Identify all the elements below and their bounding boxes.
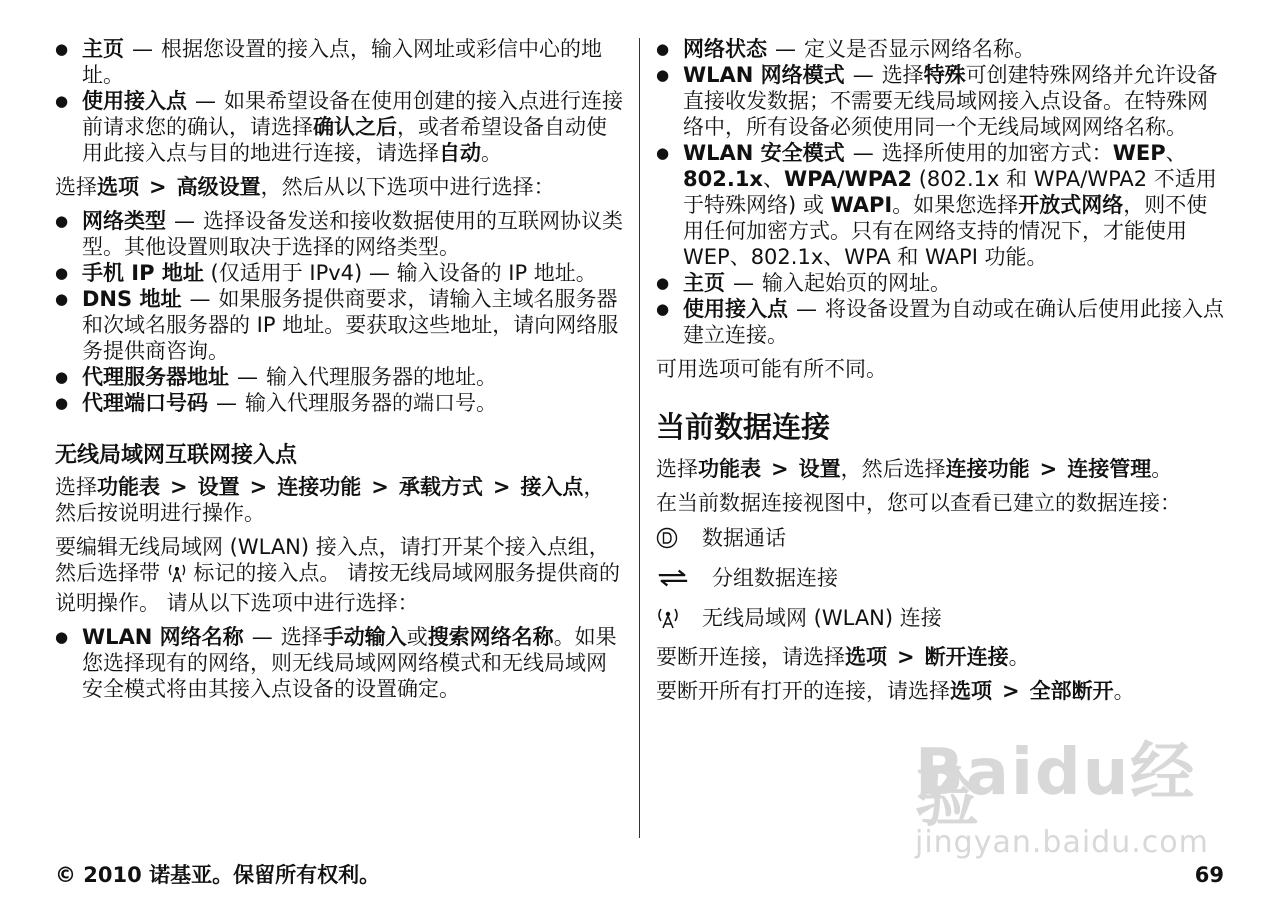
paragraph-edit-wlan: 要编辑无线局域网 (WLAN) 接入点，请打开某个接入点组，然后选择带 标记的接入点。 请按无线局域网服务提供商的说明操作。 请从以下选项中进行选择： xyxy=(55,535,621,615)
wlan-icon xyxy=(167,562,187,590)
paragraph-options-vary: 可用选项可能有所不同。 xyxy=(656,357,887,381)
list-item: ● 代理端口号码 — 输入代理服务器的端口号。 xyxy=(55,390,623,416)
connection-label: 数据通话 xyxy=(702,526,786,550)
bullet-list-homepage xyxy=(55,36,623,166)
packet-data-icon xyxy=(656,567,690,589)
connection-row-packet-data xyxy=(656,564,1228,592)
paragraph-view-connections: 在当前数据连接视图中，您可以查看已建立的数据连接： xyxy=(656,491,1181,515)
connection-row-data-call xyxy=(656,524,1228,552)
connection-row-wlan xyxy=(656,604,1228,632)
list-item: ● 代理服务器地址 — 输入代理服务器的地址。 xyxy=(55,364,623,390)
connection-label: 无线局域网 (WLAN) 连接 xyxy=(702,606,942,630)
bullet-list-advanced xyxy=(55,208,623,416)
copyright-footer: © 2010 诺基亚。保留所有权利。 xyxy=(55,863,381,887)
paragraph-menu-path: 选择功能表 > 设置，然后选择连接功能 > 连接管理。 xyxy=(656,457,1173,481)
watermark-logo: Baidu经验 xyxy=(915,736,1197,836)
list-item: ● 手机 IP 地址 (仅适用于 IPv4) — 输入设备的 IP 地址。 xyxy=(55,260,623,286)
section-heading-current-data: 当前数据连接 xyxy=(656,410,831,444)
list-item: ● 使用接入点 — 如果希望设备在使用创建的接入点进行连接前请求您的确认，请选择确认之后，或者希望设备自动使用此接入点与目的地进行连接，请选择自动。 xyxy=(55,88,623,166)
connection-label: 分组数据连接 xyxy=(712,566,838,590)
list-item: ● WLAN 网络名称 — 选择手动输入或搜索网络名称。如果您选择现有的网络，则无线局域网网络模式和无线局域网安全模式将由其接入点设备的设置确定。 xyxy=(55,624,623,702)
wlan-icon xyxy=(656,606,690,630)
page-number: 69 xyxy=(1194,863,1224,887)
list-item: ● 主页 — 根据您设置的接入点，输入网址或彩信中心的地址。 xyxy=(55,36,623,88)
bullet-list-wlan-settings xyxy=(656,36,1228,348)
bullet-list-wlan xyxy=(55,624,623,702)
left-column xyxy=(55,36,623,710)
list-item: ● 使用接入点 — 将设备设置为自动或在确认后使用此接入点建立连接。 xyxy=(656,296,1228,348)
list-item: ● DNS 地址 — 如果服务提供商要求，请输入主域名服务器和次域名服务器的 IP 地址。要获取这些地址，请向网络服务提供商咨询。 xyxy=(55,286,623,364)
list-item: ● WLAN 安全模式 — 选择所使用的加密方式：WEP、802.1x、WPA/WPA2 (802.1x 和 WPA/WPA2 不适用于特殊网络) 或 WAPI。如果您选择开放式网络，则不使用任何加密方式。只有在网络支持的情况下，才能使用 WEP、802.1x、WPA 和 WAPI 功能。 xyxy=(656,140,1228,270)
list-item: ● 网络状态 — 定义是否显示网络名称。 xyxy=(656,36,1228,62)
list-item: ● 网络类型 — 选择设备发送和接收数据使用的互联网协议类型。其他设置则取决于选择的网络类型。 xyxy=(55,208,623,260)
list-item: ● WLAN 网络模式 — 选择特殊可创建特殊网络并允许设备直接收发数据；不需要无线局域网接入点设备。在特殊网络中，所有设备必须使用同一个无线局域网网络名称。 xyxy=(656,62,1228,140)
section-heading-wlan: 无线局域网互联网接入点 xyxy=(55,443,298,468)
data-call-icon xyxy=(656,527,690,549)
baidu-watermark xyxy=(915,736,1209,880)
paragraph-menu-path: 选择功能表 > 设置 > 连接功能 > 承载方式 > 接入点，然后按说明进行操作。 xyxy=(55,475,605,525)
paragraph-disconnect: 要断开连接，请选择选项 > 断开连接。 xyxy=(656,645,1030,669)
list-item: ● 主页 — 输入起始页的网址。 xyxy=(656,270,1228,296)
paragraph-advanced: 选择选项 > 高级设置，然后从以下选项中进行选择： xyxy=(55,175,555,199)
right-column xyxy=(656,36,1228,712)
column-divider xyxy=(639,38,640,838)
watermark-url: jingyan.baidu.com xyxy=(915,825,1209,860)
paragraph-disconnect-all: 要断开所有打开的连接，请选择选项 > 全部断开。 xyxy=(656,679,1135,703)
